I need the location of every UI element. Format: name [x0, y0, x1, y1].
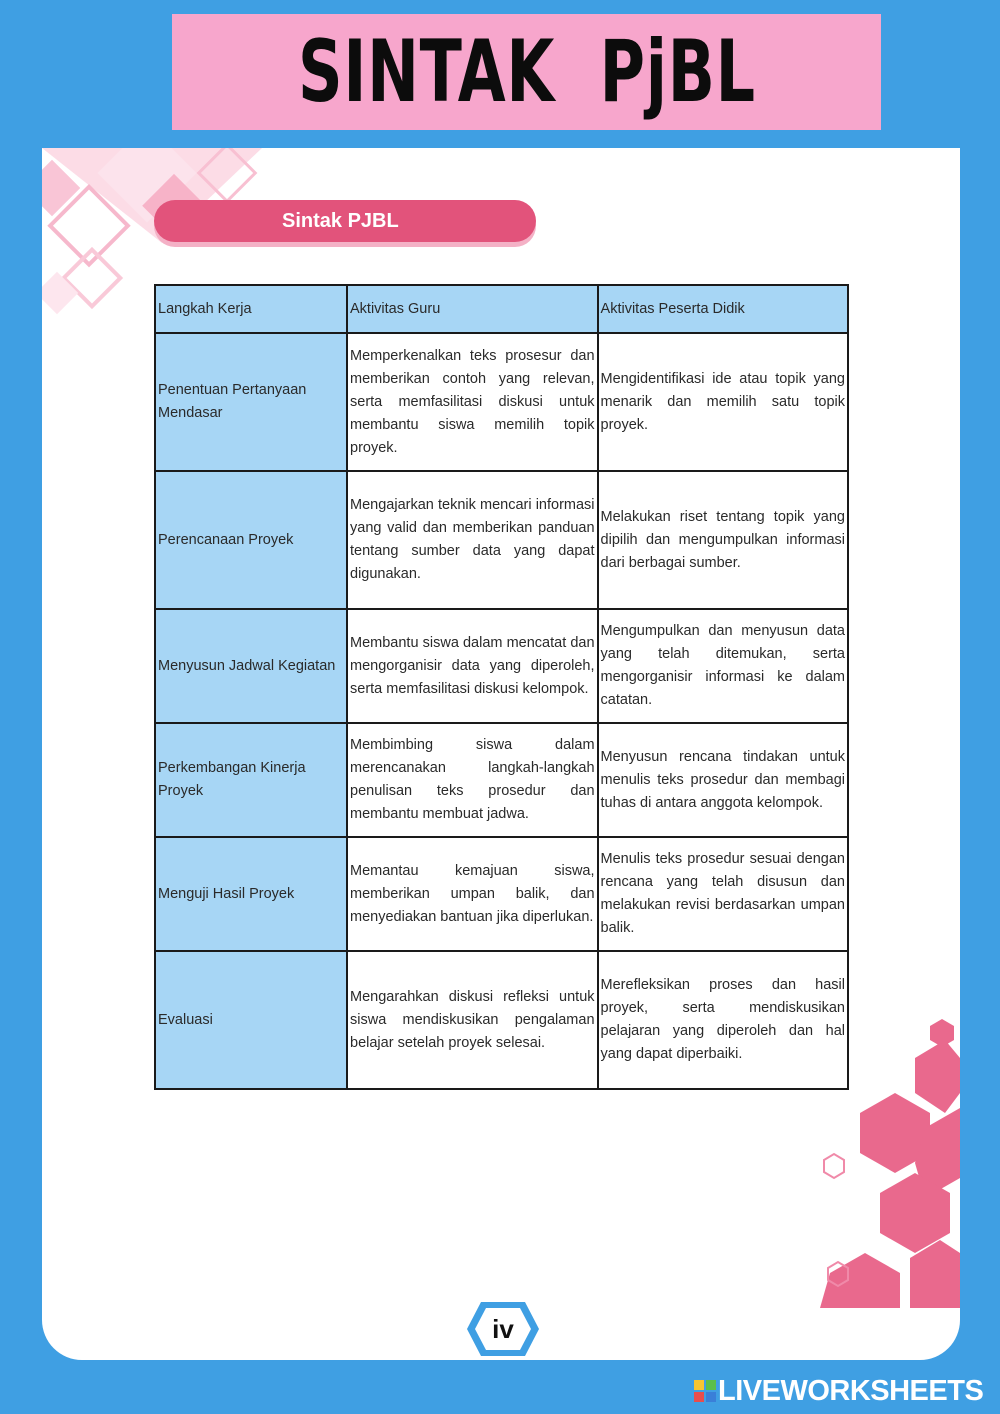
- step-cell: Perkembangan Kinerja Proyek: [155, 723, 347, 837]
- step-cell: Menguji Hasil Proyek: [155, 837, 347, 951]
- guru-activity-cell: Membantu siswa dalam mencatat dan mengorganisir data yang diperoleh, serta memfasilitasi diskusi kelompok.: [347, 609, 598, 723]
- sintak-table: [154, 284, 849, 1090]
- table-row: [155, 333, 848, 471]
- student-activity-cell: Menulis teks prosedur sesuai dengan rencana yang telah disusun dan melakukan revisi berdasarkan umpan balik.: [598, 837, 848, 951]
- title-banner: [172, 14, 881, 130]
- watermark-text: LIVEWORKSHEETS: [718, 1374, 984, 1407]
- step-cell: Perencanaan Proyek: [155, 471, 347, 609]
- section-heading: Sintak PJBL: [282, 209, 399, 232]
- student-activity-cell: Menyusun rencana tindakan untuk menulis teks prosedur dan membagi tuhas di antara anggota kelompok.: [598, 723, 848, 837]
- student-activity-cell: Melakukan riset tentang topik yang dipilih dan mengumpulkan informasi dari berbagai sumber.: [598, 471, 848, 609]
- table-row: [155, 723, 848, 837]
- student-activity-cell: Merefleksikan proses dan hasil proyek, serta mendiskusikan pelajaran yang diperoleh dan hal yang dapat diperbaiki.: [598, 951, 848, 1089]
- step-cell: Evaluasi: [155, 951, 347, 1089]
- table-header-row: [155, 285, 848, 333]
- student-activity-cell: Mengidentifikasi ide atau topik yang menarik dan memilih satu topik proyek.: [598, 333, 848, 471]
- step-cell: Menyusun Jadwal Kegiatan: [155, 609, 347, 723]
- guru-activity-cell: Mengarahkan diskusi refleksi untuk siswa mendiskusikan pengalaman belajar setelah proyek selesai.: [347, 951, 598, 1089]
- table-row: [155, 471, 848, 609]
- liveworksheets-logo: [694, 1374, 983, 1408]
- column-header-langkah: Langkah Kerja: [155, 285, 347, 333]
- student-activity-cell: Mengumpulkan dan menyusun data yang telah ditemukan, serta mengorganisir informasi ke dalam catatan.: [598, 609, 848, 723]
- step-cell: Penentuan Pertanyaan Mendasar: [155, 333, 347, 471]
- page-title: SINTAK PjBL: [297, 22, 756, 122]
- worksheet-page: [42, 148, 960, 1360]
- section-heading-pill: [154, 200, 536, 242]
- guru-activity-cell: Memperkenalkan teks prosesur dan memberikan contoh yang relevan, serta memfasilitasi diskusi untuk membantu siswa memilih topik proyek.: [347, 333, 598, 471]
- page-number-badge: [461, 1298, 545, 1360]
- liveworksheets-icon: [694, 1380, 716, 1402]
- guru-activity-cell: Membimbing siswa dalam merencanakan langkah-langkah penulisan teks prosedur dan membantu membuat jadwa.: [347, 723, 598, 837]
- table-row: [155, 951, 848, 1089]
- table-row: [155, 837, 848, 951]
- column-header-peserta: Aktivitas Peserta Didik: [598, 285, 848, 333]
- table-row: [155, 609, 848, 723]
- page-number: iv: [492, 1313, 514, 1344]
- column-header-guru: Aktivitas Guru: [347, 285, 598, 333]
- guru-activity-cell: Memantau kemajuan siswa, memberikan umpan balik, dan menyediakan bantuan jika diperlukan.: [347, 837, 598, 951]
- guru-activity-cell: Mengajarkan teknik mencari informasi yang valid dan memberikan panduan tentang sumber data yang dapat digunakan.: [347, 471, 598, 609]
